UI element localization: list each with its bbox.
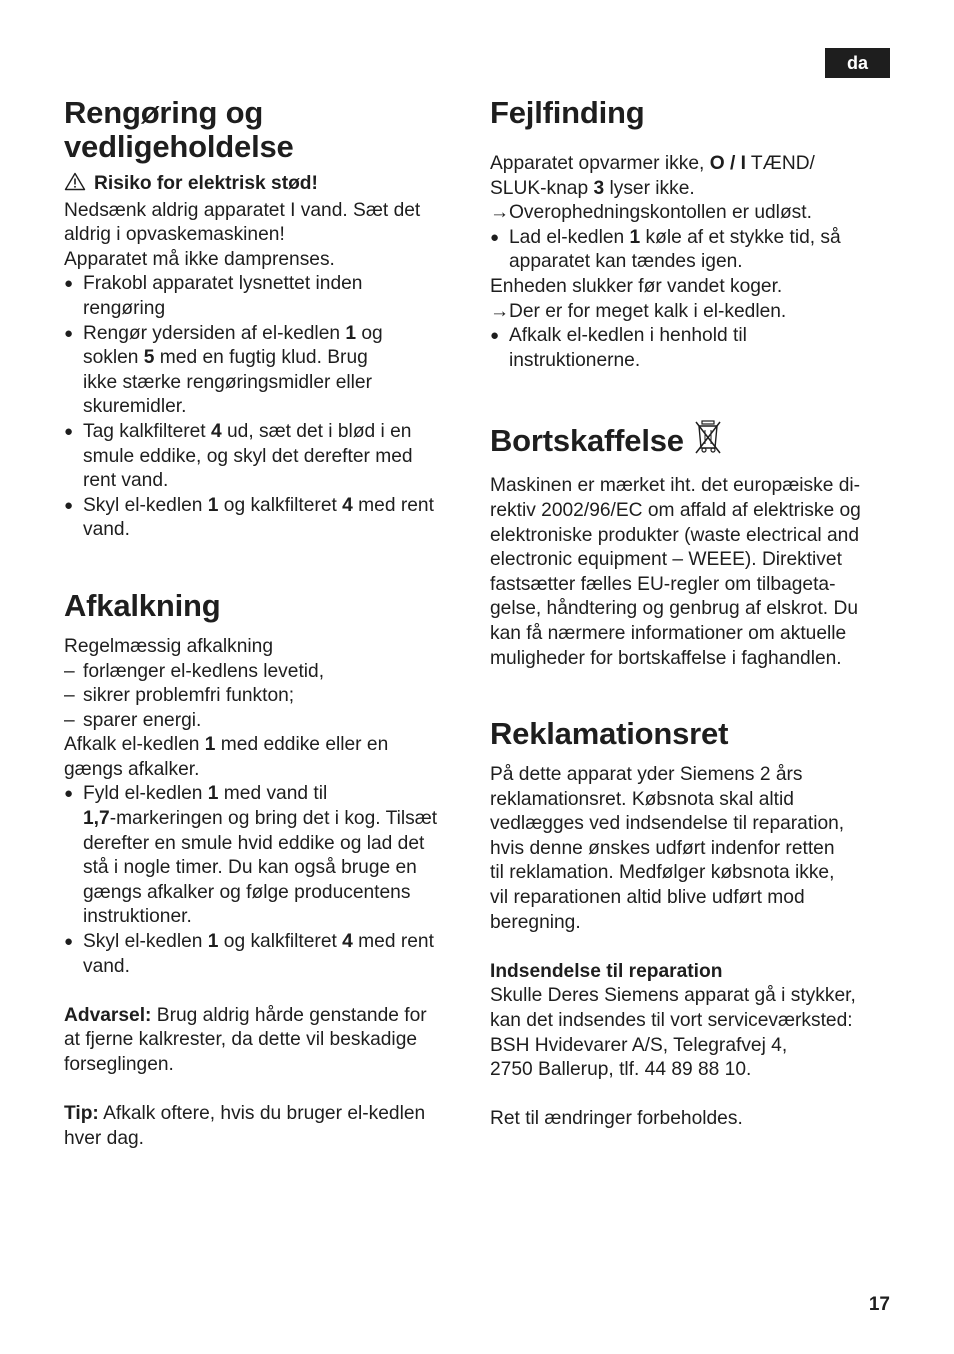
- disposal-section: [490, 419, 895, 671]
- warranty-title: Reklamationsret: [490, 716, 729, 752]
- troubleshooting-title: Fejlfinding: [490, 95, 645, 130]
- list-item: → Overophedningskontollen er udløst.: [490, 201, 895, 226]
- bullet-marker: ●: [64, 496, 74, 514]
- descaling-section: [64, 589, 469, 1151]
- bullet-marker: ●: [64, 785, 74, 803]
- language-badge: da: [825, 48, 890, 78]
- dash-marker: –: [64, 660, 75, 682]
- electric-shock-warning: Risiko for elektrisk stød!: [64, 172, 469, 199]
- paragraph: Ret til ændringer forbeholdes.: [490, 1108, 743, 1130]
- paragraph: Afkalk el-kedlen 1 med eddike eller en gængs afkalker.: [64, 734, 389, 780]
- spacer: [490, 935, 895, 960]
- left-column: [64, 96, 469, 1151]
- repair-subheading: Indsendelse til reparation: [490, 960, 723, 982]
- spacer: [64, 1078, 469, 1103]
- paragraph: Apparatet opvarmer ikke, O / I TÆND/ SLUK-knap 3 lyser ikke.: [490, 153, 815, 199]
- bullet-marker: ●: [64, 324, 74, 342]
- list-item: ● Frakobl apparatet lysnettet inden rengøring: [64, 273, 363, 319]
- list-item: ● Lad el-kedlen 1 køle af et stykke tid, så apparatet kan tændes igen.: [490, 226, 841, 273]
- list-item: ● Tag kalkfilteret 4 ud, sæt det i blød i en smule eddike, og skyl det derefter med rent vand.: [64, 420, 413, 492]
- spacer: [64, 543, 469, 589]
- bullet-marker: ●: [64, 933, 74, 951]
- dash-marker: –: [64, 685, 75, 707]
- list-item: ● Rengør ydersiden af el-kedlen 1 og soklen 5 med en fugtig klud. Brug ikke stærke rengøringsmidler eller skuremidler.: [64, 322, 383, 418]
- list-item: – sikrer problemfri funkton;: [64, 684, 469, 709]
- bullet-marker: ●: [64, 422, 74, 440]
- list-item: – forlænger el-kedlens levetid,: [64, 660, 469, 685]
- crossed-out-wheelie-bin-icon: [694, 419, 722, 462]
- descaling-title: Afkalkning: [64, 587, 221, 623]
- list-item: ● Skyl el-kedlen 1 og kalkfilteret 4 med rent vand.: [64, 931, 434, 977]
- cleaning-section: [64, 96, 469, 543]
- troubleshooting-section: [490, 96, 895, 373]
- tip-note: Tip: Afkalk oftere, hvis du bruger el-kedlen hver dag.: [64, 1103, 426, 1149]
- page-number: 17: [868, 1294, 890, 1315]
- list-item: ● Afkalk el-kedlen i henhold til instruktionerne.: [490, 325, 747, 371]
- cleaning-title: Rengøring og vedligeholdelse: [64, 95, 294, 164]
- list-item: ● Skyl el-kedlen 1 og kalkfilteret 4 med rent vand.: [64, 494, 434, 541]
- spacer: [490, 671, 895, 717]
- spacer: [490, 373, 895, 419]
- paragraph: Apparatet må ikke damprenses.: [64, 248, 335, 270]
- warning-note: Advarsel: Brug aldrig hårde genstande for at fjerne kalkrester, da dette vil beskadige forseglingen.: [64, 1004, 427, 1075]
- list-item: – sparer energi.: [64, 709, 469, 734]
- right-column: [490, 96, 895, 1132]
- bullet-marker: ●: [490, 228, 500, 246]
- arrow-marker: →: [490, 300, 510, 322]
- paragraph: Maskinen er mærket iht. det europæiske di- rektiv 2002/96/EC om affald af elektriske og elektroniske produkter (waste electrical and electronic equipment – WEEE). Direktivet fastsætter fælles EU-regler om tilbageta- gelse, håndtering og genbrug af elskrot. Du kan få nærmere informationer om aktuelle muligheder for bortskaffelse i faghandlen.: [490, 475, 861, 669]
- paragraph: Nedsænk aldrig apparatet I vand. Sæt det aldrig i opvaskemaskinen!: [64, 199, 421, 246]
- dash-marker: –: [64, 709, 75, 731]
- warning-triangle-icon: [64, 172, 86, 199]
- list-item: ● Fyld el-kedlen 1 med vand til 1,7-markeringen og bring det i kog. Tilsæt derefter en smule hvid eddike og lad det stå i nogle timer. Du kan også bruge en gængs afkalker og følge producentens instruktioner.: [64, 783, 438, 928]
- paragraph: Regelmæssig afkalkning: [64, 635, 274, 657]
- bullet-marker: ●: [64, 275, 74, 293]
- warranty-section: [490, 717, 895, 1132]
- spacer: [490, 1083, 895, 1108]
- spacer: [64, 979, 469, 1004]
- paragraph: Enheden slukker før vandet koger.: [490, 275, 783, 297]
- list-item: → Der er for meget kalk i el-kedlen.: [490, 300, 895, 325]
- disposal-title: Bortskaffelse: [490, 419, 895, 462]
- paragraph: Skulle Deres Siemens apparat gå i stykker, kan det indsendes til vort serviceværksted: BSH Hvidevarer A/S, Telegrafvej 4, 2750 Ballerup, tlf. 44 89 88 10.: [490, 985, 856, 1081]
- paragraph: På dette apparat yder Siemens 2 års reklamationsret. Købsnota skal altid vedlægges ved indsendelse til reparation, hvis denne ønskes udført indenfor retten til reklamation. Medfølger købsnota ikke, vil reparationen altid blive udført mod beregning.: [490, 764, 845, 933]
- bullet-marker: ●: [490, 327, 500, 345]
- arrow-marker: →: [490, 202, 510, 224]
